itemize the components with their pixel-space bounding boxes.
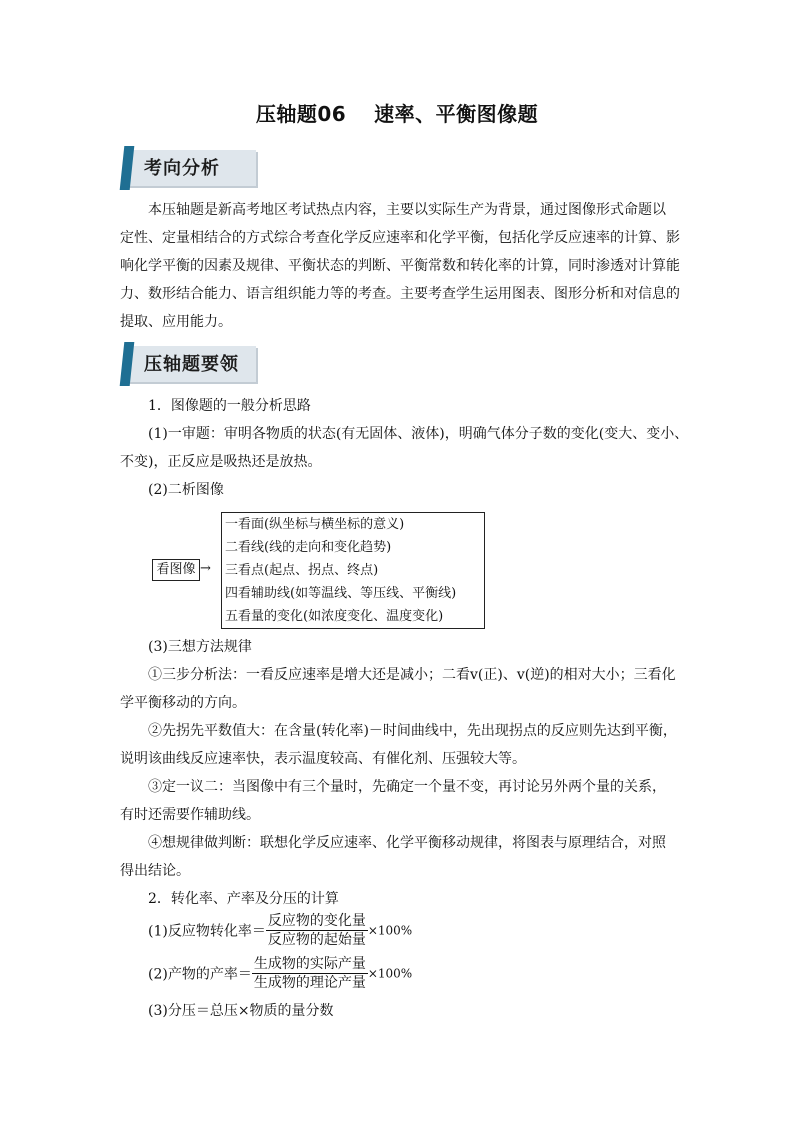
intro-line-4: 力、数形结合能力、语言组织能力等的考查。主要考查学生运用图表、图形分析和对信息的 xyxy=(120,286,680,302)
rule1-line-a: ①三步分析法：一看反应速率是增大还是减小；二看v(正)、v(逆)的相对大小；三看化 xyxy=(148,667,676,683)
formula2-fraction xyxy=(252,955,368,992)
formula2-lead: (2)产物的产率＝ xyxy=(148,966,252,983)
intro-line-5: 提取、应用能力。 xyxy=(120,314,232,330)
item2-heading: 2．转化率、产率及分压的计算 xyxy=(148,891,339,907)
rule4-line-b: 得出结论。 xyxy=(120,863,190,879)
flow-item: 一看面(纵坐标与横坐标的意义) xyxy=(225,517,405,532)
page-title xyxy=(0,98,794,127)
title-part2: 速率、平衡图像题 xyxy=(374,102,539,126)
intro-line-1: 本压轴题是新高考地区考试热点内容，主要以实际生产为背景，通过图像形式命题以 xyxy=(148,202,666,218)
rule1-line-b: 学平衡移动的方向。 xyxy=(120,695,246,711)
formula1-denominator: 反应物的起始量 xyxy=(267,932,366,948)
formula2-tail: ×100% xyxy=(367,966,413,981)
flow-list-box xyxy=(221,512,485,629)
intro-line-3: 响化学平衡的因素及规律、平衡状态的判断、平衡常数和转化率的计算，同时渗透对计算能 xyxy=(120,258,680,274)
item1-step2: (2)二析图像 xyxy=(148,482,224,498)
section-label-analysis: 考向分析 xyxy=(144,158,220,179)
formula-yield xyxy=(148,955,412,992)
formula1-fraction xyxy=(266,912,368,949)
item1-heading: 1．图像题的一般分析思路 xyxy=(148,398,311,414)
formula-conversion-rate xyxy=(148,912,412,949)
rule3-line-a: ③定一议二：当图像中有三个量时，先确定一个量不变，再讨论另外两个量的关系， xyxy=(148,779,666,795)
section-label-essentials: 压轴题要领 xyxy=(144,354,239,375)
intro-line-2: 定性、定量相结合的方式综合考查化学反应速率和化学平衡，包括化学反应速率的计算、影 xyxy=(120,230,680,246)
formula1-lead: (1)反应物转化率＝ xyxy=(148,923,266,940)
rule4-line-a: ④想规律做判断：联想化学反应速率、化学平衡移动规律，将图表与原理结合，对照 xyxy=(148,835,666,851)
rule3-line-b: 有时还需要作辅助线。 xyxy=(120,807,260,823)
flow-item: 三看点(起点、拐点、终点) xyxy=(225,563,379,578)
flow-item: 二看线(线的走向和变化趋势) xyxy=(225,540,392,555)
flow-arrow-icon: → xyxy=(200,561,211,576)
rule2-line-b: 说明该曲线反应速率快，表示温度较高、有催化剂、压强较大等。 xyxy=(120,751,526,767)
formula2-numerator: 生成物的实际产量 xyxy=(253,956,366,972)
section-banner-essentials xyxy=(122,342,262,386)
formula1-tail: ×100% xyxy=(367,923,413,938)
formula-partial-pressure: (3)分压＝总压×物质的量分数 xyxy=(148,1003,334,1019)
rule2-line-a: ②先拐先平数值大：在含量(转化率)－时间曲线中，先出现拐点的反应则先达到平衡， xyxy=(148,723,677,739)
flow-start-box: 看图像 xyxy=(152,559,200,581)
formula2-denominator: 生成物的理论产量 xyxy=(253,975,366,991)
item1-step3: (3)三想方法规律 xyxy=(148,639,252,655)
flow-item: 五看量的变化(如浓度变化、温度变化) xyxy=(225,609,444,624)
title-part1: 压轴题06 xyxy=(255,102,347,126)
flow-item: 四看辅助线(如等温线、等压线、平衡线) xyxy=(225,586,457,601)
section-banner-analysis xyxy=(122,146,262,190)
formula1-numerator: 反应物的变化量 xyxy=(267,913,366,929)
item1-step1-b: 不变)，正反应是吸热还是放热。 xyxy=(120,454,322,470)
item1-step1-a: (1)一审题：审明各物质的状态(有无固体、液体)，明确气体分子数的变化(变大、变小、 xyxy=(148,426,689,442)
